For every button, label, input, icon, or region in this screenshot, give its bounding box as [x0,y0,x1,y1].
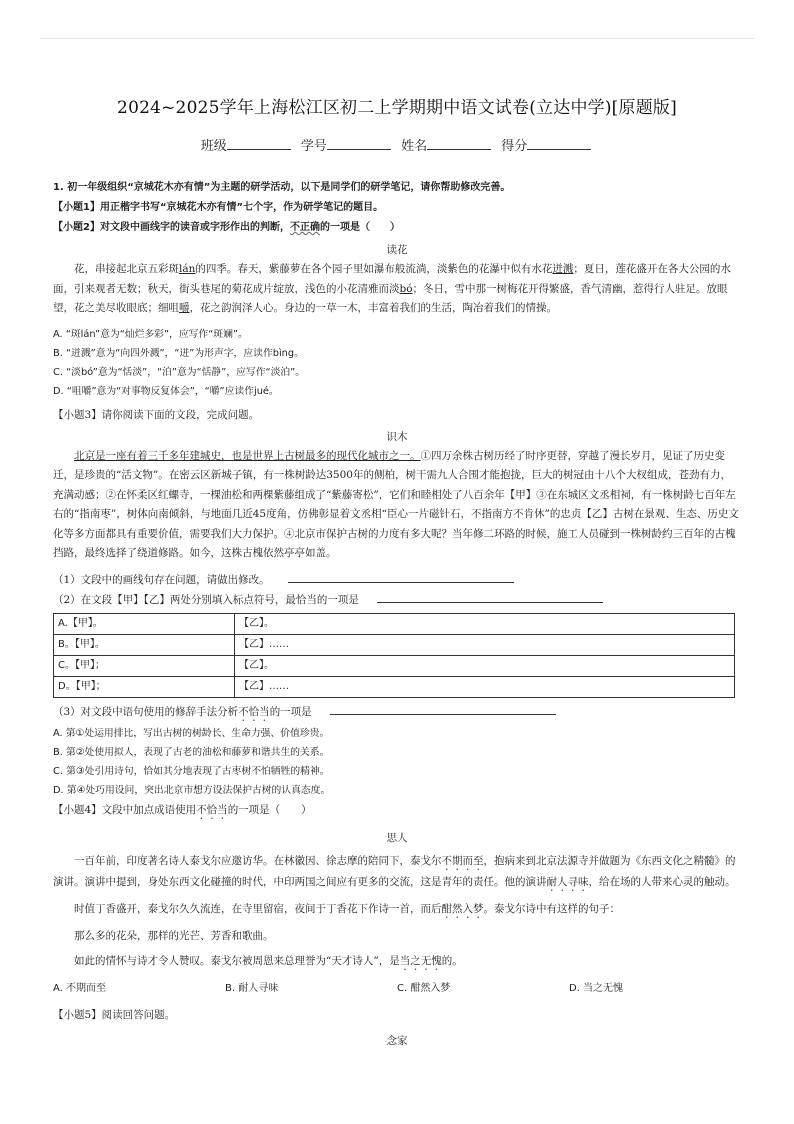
header-divider [40,38,754,39]
choice-b[interactable]: B. 耐人寻味 [225,983,279,994]
table-cell: 【乙】…… [235,634,735,655]
passage-text: ；夏日，莲花盛开在各大公园的水面，引来观者无数；秋天，街头巷尾的菊花成片绽放，浅色的小花清雅而淡 [53,263,731,295]
passage-text: ，给在场的人带来心灵的触动。 [588,875,736,888]
answer-line[interactable] [288,570,514,583]
underlined-word: bó [399,282,413,295]
subquestion-1: 【小题1】用正楷字书写“京城花木亦有情”七个字，作为研学笔记的题目。 [53,202,384,213]
dotted-idiom: 酣然入梦 [441,902,484,915]
question-intro: 1. 初一年级组织“京城花木亦有情”为主题的研学活动，以下是同学们的研学笔记，请你帮助修改完善。 [53,182,511,193]
section-title-read-flower: 读花 [386,244,408,256]
table-cell: B。【甲】。 [54,634,235,655]
passage-text: 时值丁香盛开，泰戈尔久久流连，在寺里留宿，夜间于丁香花下作诗一首，而后 [74,902,442,915]
q3-option-a[interactable]: A. 第①处运用排比，写出古树的树龄长、生命力强、价值珍贵。 [53,727,330,739]
read-flower-passage [53,260,741,319]
punctuation-options-table [53,613,735,698]
table-cell: 【乙】…… [235,676,735,697]
name-field[interactable] [427,137,491,150]
passage-text: ①四万余株古树历经了时序更替，穿越了漫长岁月，见证了历史变迁，是珍贵的“活文物”。在密云区新城子镇，有一株树龄达3500年的侧柏，树干需九人合围才能抱拢，巨大的树冠由十八个大杈组成，苍劲有力，充满动感；②在怀柔区红螺寺，一棵油松和两棵紫藤组成了“紫藤寄松”，它们和睦相处了八百余年【甲】③在东城区文丞相祠，有一株树龄七百年左右的“指南枣”，树体向南倾斜，与地面几近45度角，仿佛彰显着文丞相“臣心一片磁针石，不指南方不肯休”的忠贞【乙】古树在景观、生态、历史文化等多方面都具有重要价值，需要我们大力保护。④北京市保护古树的力度有多大呢？当年修二环路的时候，施工人员碰到一株树龄约三百年的古槐挡路，最终选择了绕道修路。如今，这株古槐依然亭亭如盖。 [53,449,739,559]
passage-text: 的。 [441,955,463,967]
emphasis-not-correct: 不正确 [289,222,320,233]
q3-part3-text: （3）对文段中语句使用的修辞手法分析 [53,705,239,718]
option-b[interactable]: B. “迸溅”意为“向四外溅”，“迸”为形声字，应读作bìng。 [53,347,304,359]
table-cell: 【乙】。 [235,655,735,676]
section-title-know-tree: 识木 [386,430,408,443]
q3-part1 [53,570,741,590]
page-title: 2024~2025学年上海松江区初二上学期期中语文试卷(立达中学)[原题版] [117,98,677,118]
think-paragraph-4 [53,952,741,973]
q3-option-d[interactable]: D. 第④处巧用设问，突出北京市想方设法保护古树的认真态度。 [53,784,331,796]
dotted-idiom: 不期而至 [441,854,484,867]
passage-text: ；冬日，雪中那一树梅花开得繁盛，香气清幽，惹得行人驻足。放眼望，花之美尽收眼底；细咀 [53,282,728,314]
subquestion-4-text: 【小题4】文段中加点成语使用 [53,803,197,816]
think-paragraph-2 [53,900,741,921]
q3-part1-text: （1）文段中的画线句存在问题，请做出修改。 [53,573,270,586]
table-row[interactable] [54,655,735,676]
table-row[interactable] [54,613,735,634]
q3-part2 [53,590,741,610]
score-label: 得分 [501,139,528,154]
subquestion-2-tail: 的一项是（ ） [319,222,400,233]
emphasis-not-proper: 不恰当 [238,705,270,718]
passage-text: ，花之韵润泽人心。身边的一草一木，丰富着我们的生活，陶冶着我们的情操。 [189,302,557,314]
emphasis-not-proper: 不恰当 [196,803,228,816]
passage-text: 一百年前，印度著名诗人泰戈尔应邀访华。在林徽因、徐志摩的陪同下，泰戈尔 [74,854,442,867]
underlined-word: 嚼 [179,302,190,314]
q3-option-c[interactable]: C. 第③处引用诗句，恰如其分地表现了古枣树不怕牺牲的精神。 [53,765,330,777]
answer-line[interactable] [377,590,603,603]
dotted-idiom: 当之无愧 [399,955,442,967]
table-row[interactable] [54,634,735,655]
table-cell: D。【甲】； [54,676,235,697]
subquestion-5: 【小题5】阅读回答问题。 [53,1009,176,1021]
class-label: 班级 [200,139,227,154]
number-field[interactable] [327,137,391,150]
passage-text: ，抱病来到北京法源寺并做题为《东西文化之精髓》的演讲。演讲中提到，身处东西文化碰撞的时代，中印两国之间应有更多的交流，这是青年的责任。他的演讲 [53,854,736,888]
subquestion-2-text: 【小题2】对文段中画线字的读音或字形作出的判断， [53,222,290,233]
number-label: 学号 [300,139,327,154]
option-c[interactable]: C. “淡bó”意为“恬淡”，“泊”意为“恬静”，应写作“淡泊”。 [53,366,306,378]
dotted-idiom: 耐人寻味 [546,875,589,888]
q3-part3 [53,702,741,724]
know-tree-passage [53,447,741,564]
think-paragraph-1 [53,852,741,894]
passage-text: 的四季。春天，紫藤萝在各个园子里如瀑布般流淌，淡紫色的花瀑中似有水花 [195,263,553,275]
question-body [53,178,741,1051]
table-cell: 【乙】。 [235,613,735,634]
underlined-word: 迸溅 [552,263,574,275]
name-label: 姓名 [401,139,428,154]
q3-part3-tail: 的一项是 [269,705,312,718]
option-a[interactable]: A. “斑lán”意为“灿烂多彩”，应写作“斑斓”。 [53,328,248,340]
table-cell: C。【甲】； [54,655,235,676]
choice-d[interactable]: D. 当之无愧 [569,983,624,994]
choice-c[interactable]: C. 酣然入梦 [397,983,451,994]
subquestion-4-tail: 的一项是（ ） [227,803,312,816]
table-row[interactable] [54,676,735,697]
subquestion-3: 【小题3】请你阅读下面的文段，完成问题。 [53,408,260,421]
passage-text: 花，串接起北京五彩斑 [74,263,179,275]
answer-line[interactable] [330,702,556,715]
student-info-line [0,135,794,154]
underlined-sentence: 北京是一座有着三千多年建城史，也是世界上古树最多的现代化城市之一。 [74,449,421,462]
underlined-word: lán [179,263,196,275]
passage-text: 如此的情怀与诗才令人赞叹。泰戈尔被周恩来总理誉为“天才诗人”，是 [74,955,400,967]
idiom-choices [53,979,741,999]
class-field[interactable] [227,137,291,150]
choice-a[interactable]: A. 不期而至 [53,983,107,994]
q3-option-b[interactable]: B. 第②处使用拟人，表现了古老的油松和藤萝和谐共生的关系。 [53,746,330,758]
q3-part2-text: （2）在文段【甲】【乙】两处分别填入标点符号，最恰当的一项是 [53,593,359,606]
subquestion-2 [53,218,741,238]
think-paragraph-3: 那么多的花朵，那样的光芒、芳香和歌曲。 [74,929,274,942]
subquestion-4 [53,800,741,822]
section-title-miss-home: 念家 [386,1035,408,1047]
score-field[interactable] [527,137,591,150]
option-d[interactable]: D. “咀嚼”意为“对事物反复体会”，“嚼”应读作jué。 [53,385,279,397]
section-title-think: 思人 [386,831,408,844]
table-cell: A.【甲】。 [54,613,235,634]
passage-text: 。泰戈尔诗中有这样的句子： [483,902,620,915]
